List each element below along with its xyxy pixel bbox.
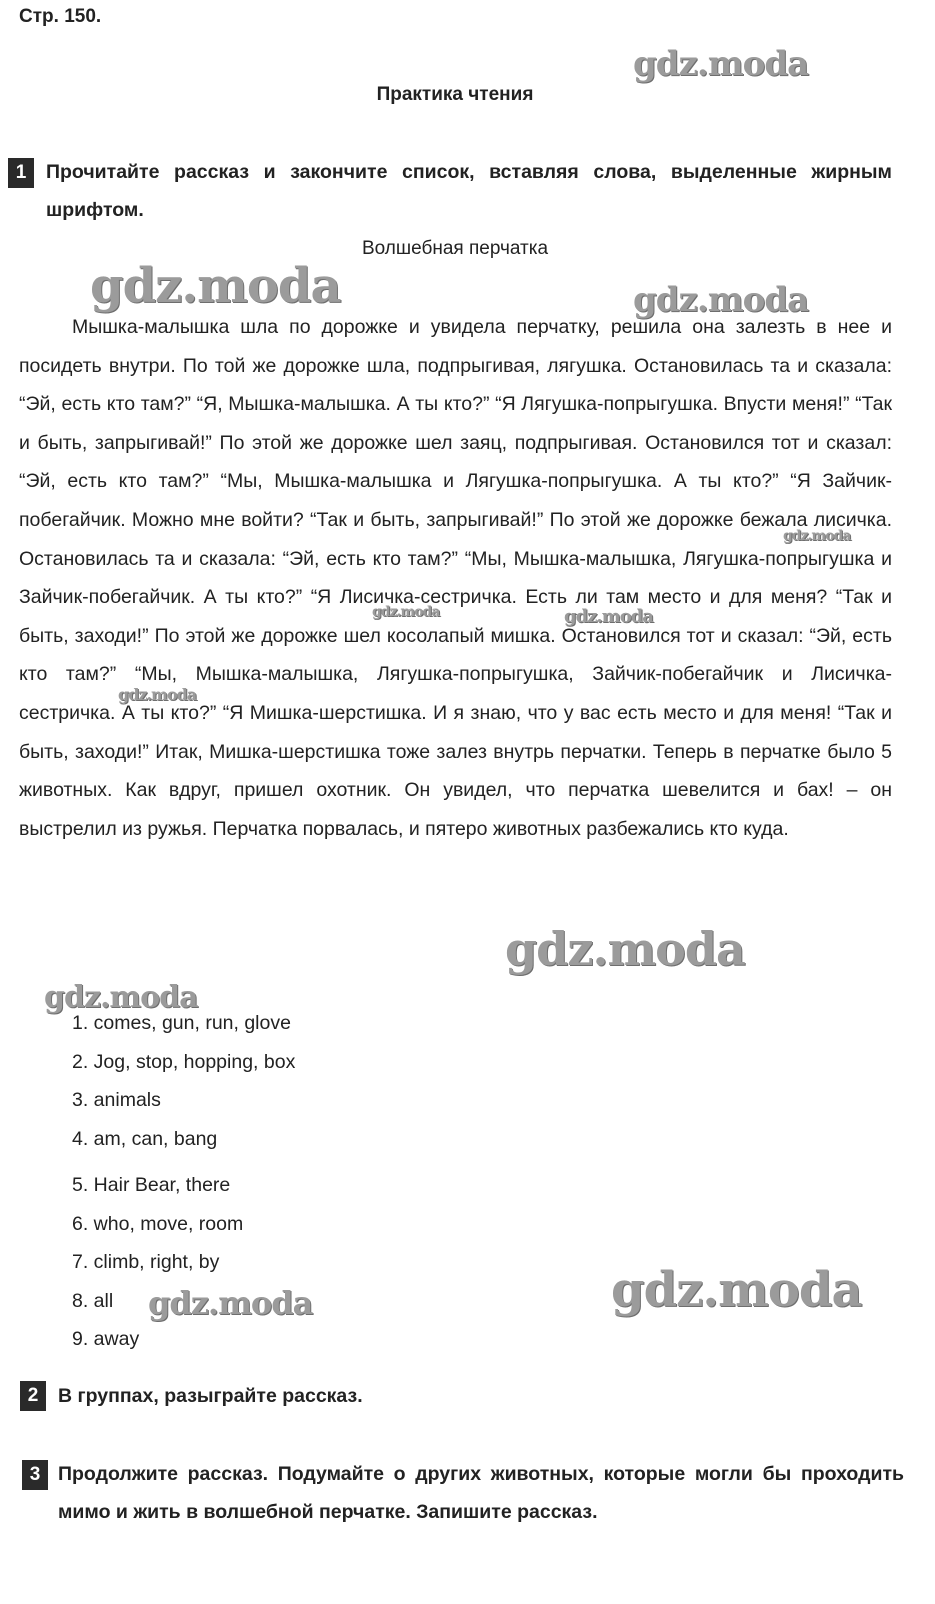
- task-number-3: 3: [22, 1460, 48, 1490]
- answer-item: 9. away: [72, 1328, 140, 1350]
- watermark: gdz.moda: [505, 922, 745, 976]
- task-2-instruction: В группах, разыграйте рассказ.: [58, 1385, 363, 1407]
- answer-item: 7. climb, right, by: [72, 1251, 220, 1273]
- story-text: Мышка-малышка шла по дорожке и увидела перчатку, решила она залезть в нее и посидеть внутри. По той же дорожке шла, подпрыгивая, лягушка. Остановилась та и сказала: “Эй, есть кто там?” “Я, Мышка-малышка. А ты кто?” “Я Лягушка-попрыгушка. Впусти меня!” “Так и быть, запрыгивай!” По этой же дорожке шел заяц, подпрыгивая. Остановился тот и сказал: “Эй, есть кто там?” “Мы, Мышка-малышка и Лягушка-попрыгушка. А ты кто?” “Я Зайчик-побегайчик. Можно мне войти? “Так и быть, запрыгивай!” По этой же дорожке бежала лисичка. Остановилась та и сказала: “Эй, есть кто там?” “Мы, Мышка-малышка, Лягушка-попрыгушка и Зайчик-побегайчик. А ты кто?” “Я Лисичка-сестричка. Есть ли там место и для меня? “Так и быть, заходи!” По этой же дорожке шел косолапый мишка. Остановился тот и сказал: “Эй, есть кто там?” “Мы, Мышка-малышка, Лягушка-попрыгушка, Зайчик-побегайчик и Лисичка-сестричка. А ты кто?” “Я Мишка-шерстишка. И я знаю, что у вас есть место и для меня! “Так и быть, заходи!” Итак, Мишка-шерстишка тоже залез внутрь перчатки. Теперь в перчатке было 5 животных. Как вдруг, пришел охотник. Он увидел, что перчатка шевелится и бах! – он выстрелил из ружья. Перчатка порвалась, и пятеро животных разбежались кто куда.: [19, 316, 892, 840]
- watermark: gdz.moda: [90, 258, 341, 314]
- watermark: gdz.moda: [44, 980, 198, 1015]
- answer-list: [72, 1004, 295, 1359]
- answer-item: 3. animals: [72, 1089, 161, 1111]
- answer-item: 2. Jog, stop, hopping, box: [72, 1050, 296, 1073]
- task-number-1: 1: [8, 158, 34, 188]
- task-3-instruction: Продолжите рассказ. Подумайте о других животных, которые могли бы проходить мимо и жить в волшебной перчатке. Запишите рассказ.: [58, 1463, 904, 1523]
- answer-item: 1. comes, gun, run, glove: [72, 1012, 291, 1034]
- watermark: gdz.moda: [372, 604, 440, 620]
- watermark: gdz.moda: [633, 280, 809, 320]
- answer-item: 8. all: [72, 1289, 114, 1312]
- task-1-instruction: Прочитайте рассказ и закончите список, вставляя слова, выделенные жирным шрифтом.: [46, 161, 892, 221]
- section-title: Практика чтения: [376, 84, 534, 105]
- task-number-2: 2: [20, 1381, 46, 1411]
- watermark: gdz.moda: [118, 685, 197, 704]
- watermark: gdz.moda: [564, 606, 653, 627]
- watermark: gdz.moda: [783, 528, 851, 544]
- answer-item: 5. Hair Bear, there: [72, 1174, 231, 1196]
- page-number: Стр. 150.: [19, 6, 102, 27]
- story-title: Волшебная перчатка: [361, 238, 549, 259]
- watermark: gdz.moda: [611, 1262, 862, 1318]
- watermark: gdz.moda: [148, 1284, 313, 1322]
- answer-item: 4. am, can, bang: [72, 1127, 218, 1150]
- watermark: gdz.moda: [633, 44, 809, 84]
- answer-item: 6. who, move, room: [72, 1212, 244, 1235]
